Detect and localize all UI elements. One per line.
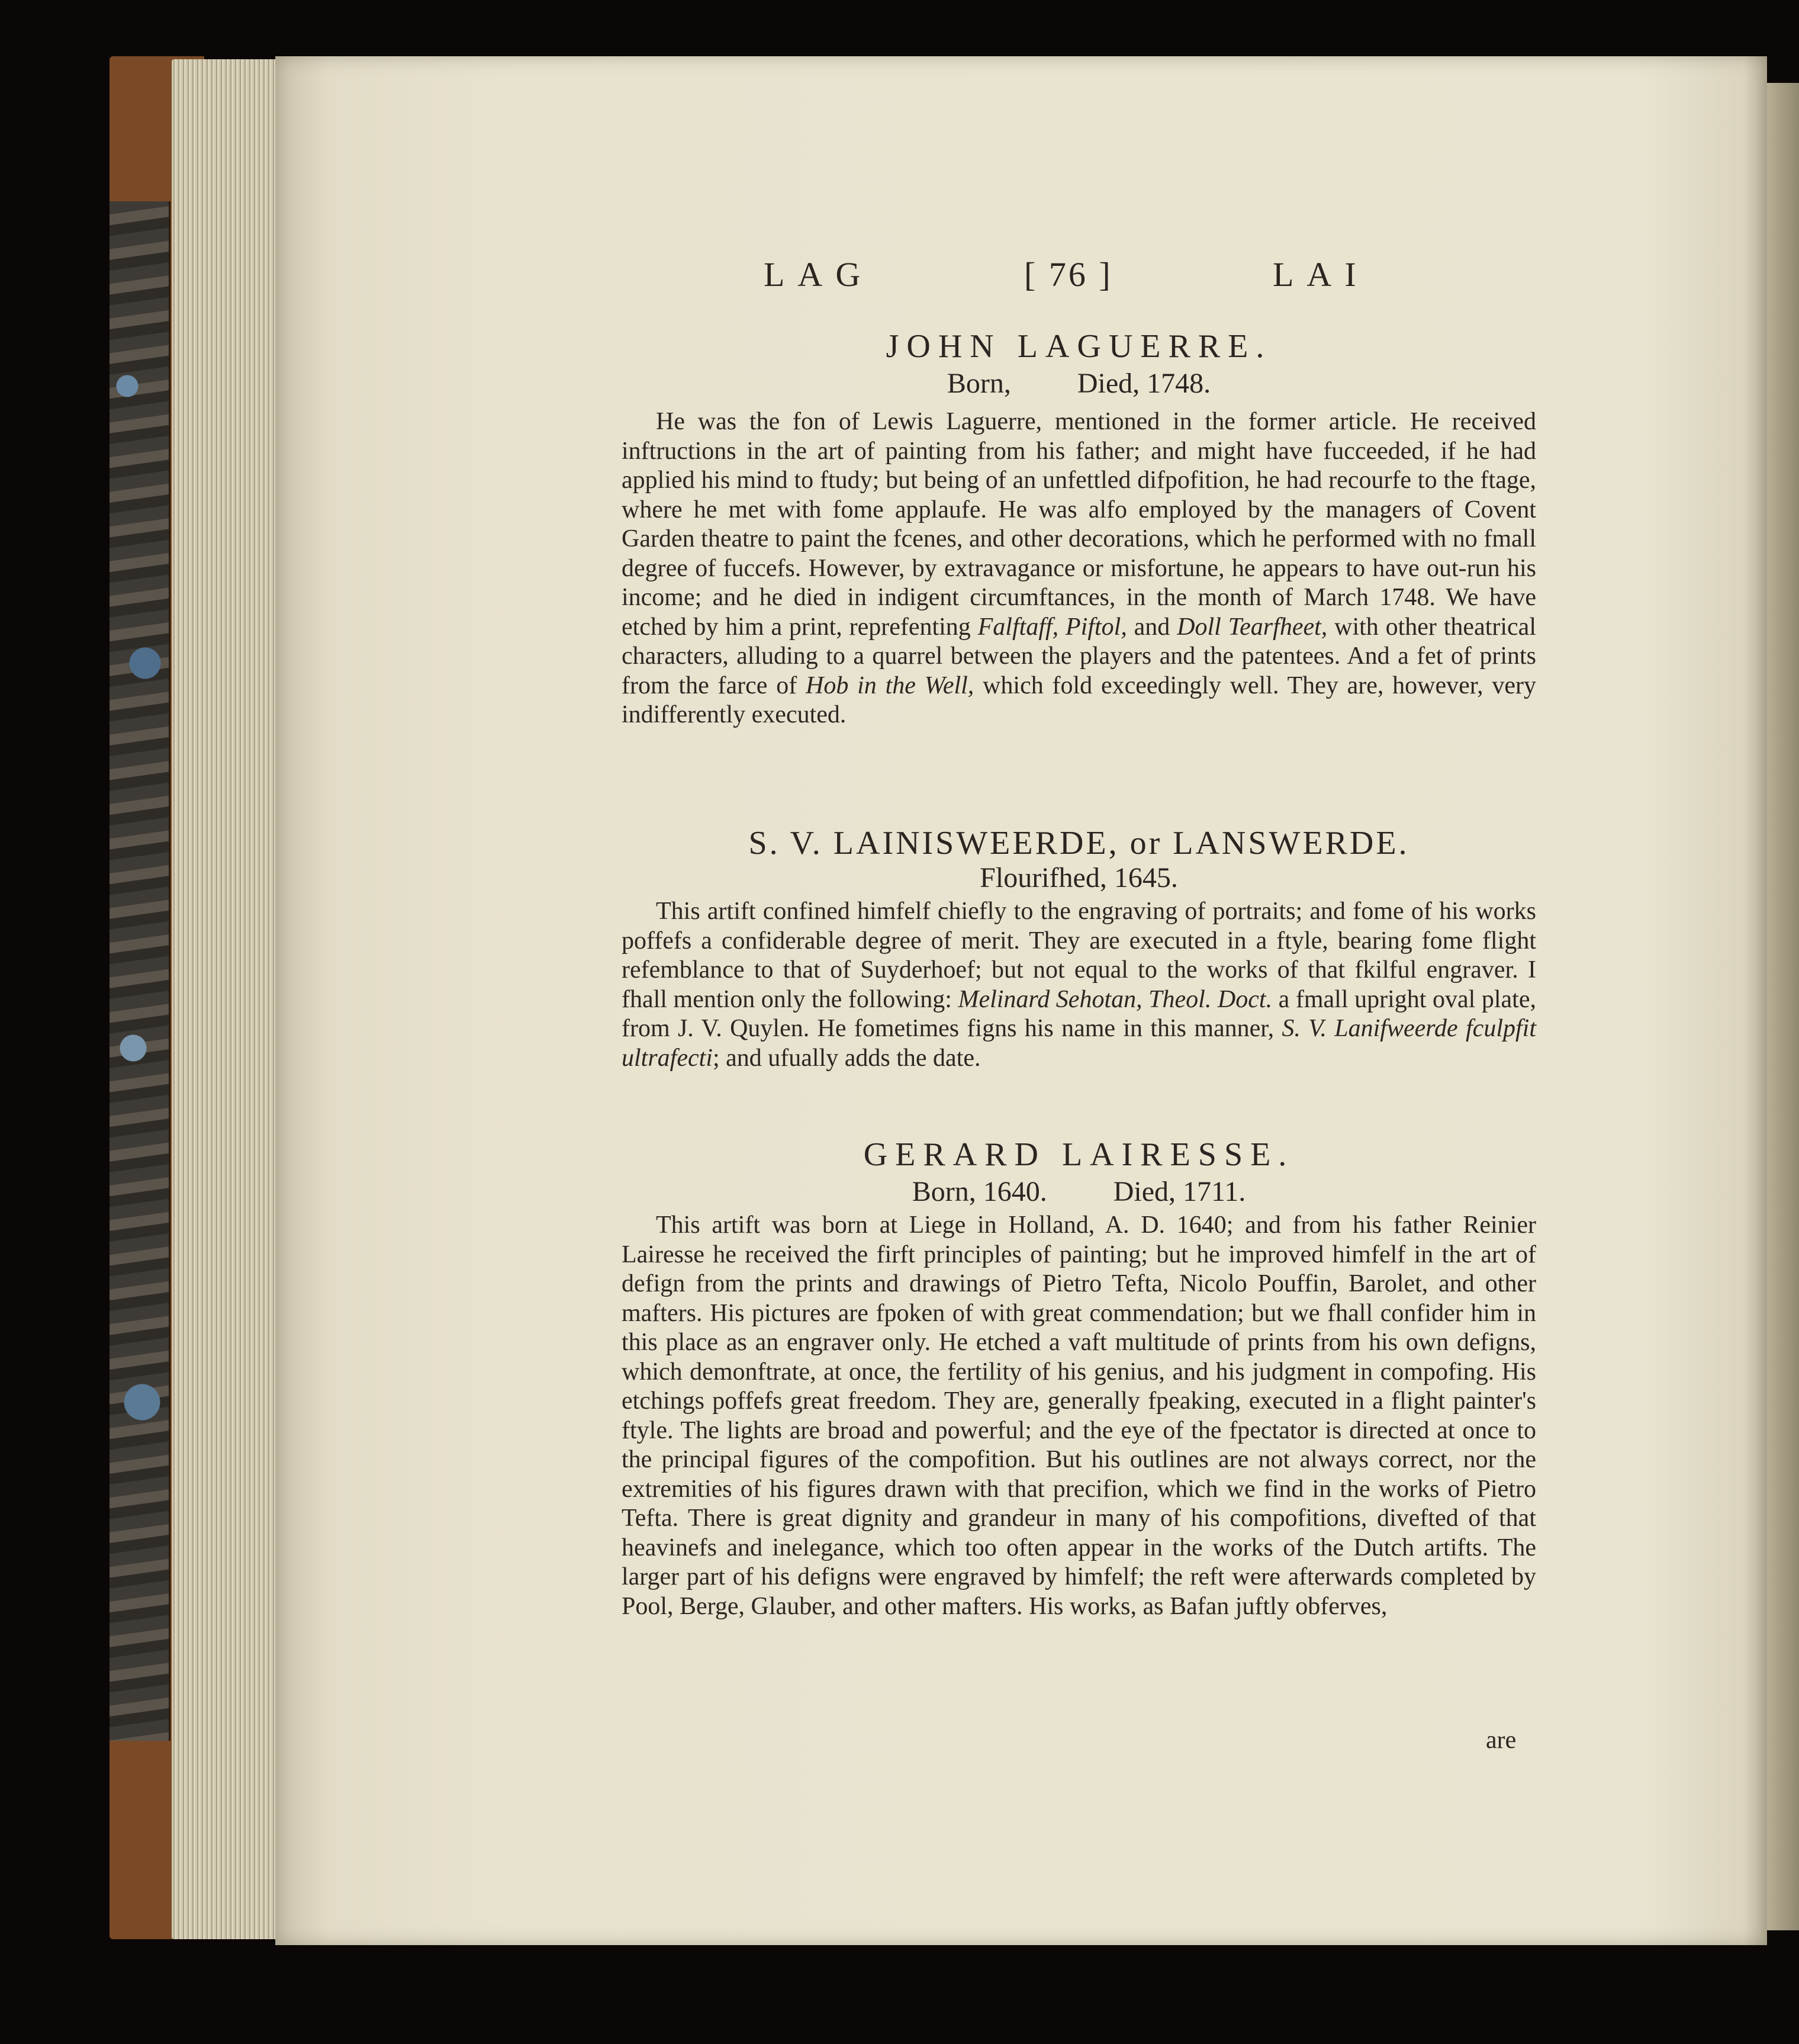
italic-title: S. V. Lanifweerde fculpfit ultrafecti <box>622 1015 1536 1072</box>
italic-title: Falftaff, Piftol, <box>977 613 1127 641</box>
entry-body: This artift was born at Liege in Holland, A. D. 1640; and from his father Reinier Lairesse he received the firft principles of painting; but he improved himfelf in the art of defign from the prints and drawings of Pietro Tefta, Nicolo Pouffin, Barolet, and other mafters. His pictures are fpoken of with great commendation; but we fhall confider him in this place as an engraver only. He etched a vaft multitude of prints from his own defigns, which demonftrate, at once, the fertility of his genius, and his judgment in compofing. His etchings poffefs great freedom. They are, generally fpeaking, executed in a flight painter's ftyle. The lights are broad and powerful; and the eye of the fpectator is directed at once to the principal figures of the compofition. But his outlines are not always correct, nor the extremities of his figures drawn with that precifion, which we find in the works of Pietro Tefta. There is great dignity and grandeur in many of his compofitions, divefted of that heavinefs and inelegance, which too often appear in the works of the Dutch artifts. The larger part of his defigns were engraved by himfelf; the reft were afterwards completed by Pool, Berge, Glauber, and other mafters. His works, as Bafan juftly obferves, <box>622 1211 1536 1620</box>
running-head-right: LAI <box>1273 255 1369 294</box>
entry-died: Died, 1711. <box>1113 1176 1246 1207</box>
facing-page-edge <box>1767 83 1799 1930</box>
entry-body: He was the fon of Lewis Laguerre, mentioned in the former article. He received inftructions in the art of painting from his father; and might have fucceeded, if he had applied his mind to ftudy; but being of an unfettled difpofition, he had recourfe to the ftage, where he met with fome applaufe. He was alfo employed by the managers of Covent Garden theatre to paint the fcenes, and other decorations, which he performed with no fmall degree of fuccefs. However, by extravagance or misfortune, he appears to have out-run his income; and he died in indigent circumftances, in the month of March 1748. We have etched by him a print, reprefenting Falftaff, Piftol, and Doll Tearfheet, with other theatrical characters, alluding to a quarrel between the players and the patentees. And a fet of prints from the farce of Hob in the Well, which fold exceedingly well. They are, however, very indifferently executed. <box>622 408 1536 728</box>
entry-dates <box>622 1175 1536 1208</box>
page-edges <box>172 59 284 1939</box>
entry-born: Born, <box>947 368 1011 399</box>
entry-dates <box>622 367 1536 400</box>
entry-title: JOHN LAGUERRE. <box>886 328 1272 365</box>
marbled-board <box>110 201 170 1741</box>
entry-title: S. V. LAINISWEERDE, or LANSWERDE. <box>748 825 1409 862</box>
running-head-left: LAG <box>764 255 874 294</box>
entry-born: Born, 1640. <box>912 1176 1047 1207</box>
italic-title: Melinard Sehotan, Theol. Doct. <box>958 985 1273 1013</box>
italic-title: Doll Tearfheet, <box>1177 613 1328 641</box>
entry-title: GERARD LAIRESSE. <box>863 1136 1295 1173</box>
page-number: [ 76 ] <box>1024 255 1113 294</box>
entry-body: This artift confined himfelf chiefly to the engraving of portraits; and fome of his works poffefs a confiderable degree of merit. They are executed in a ftyle, bearing fome flight refemblance to that of Suyderhoef; but not equal to the works of that fkilful engraver. I fhall mention only the following: Melinard Sehotan, Theol. Doct. a fmall upright oval plate, from J. V. Quylen. He fometimes figns his name in this manner, S. V. Lanifweerde fculpfit ultrafecti; and ufually adds the date. <box>622 898 1536 1072</box>
entry-flourished: Flourifhed, 1645. <box>980 862 1178 894</box>
italic-title: Hob in the Well, <box>806 671 974 699</box>
catchword: are <box>1486 1727 1517 1754</box>
running-head <box>764 255 1415 302</box>
entry-died: Died, 1748. <box>1077 368 1211 399</box>
